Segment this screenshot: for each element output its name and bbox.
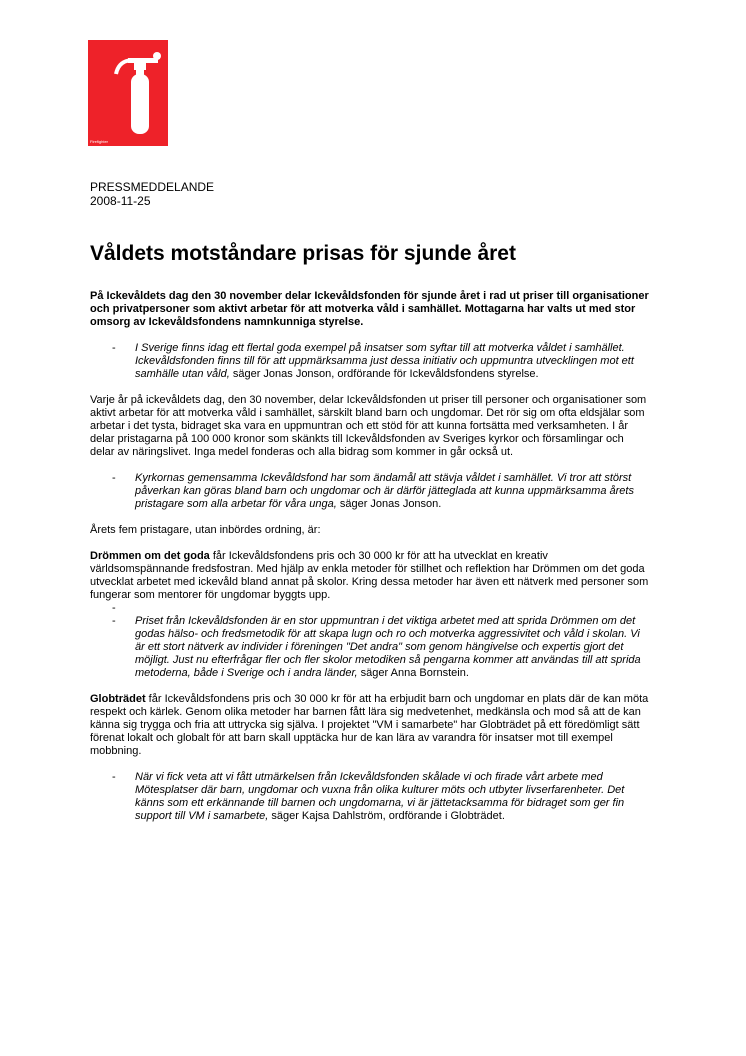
winner-text: får Ickevåldsfondens pris och 30 000 kr för att ha erbjudit barn och ungdomar en plats där de kan möta respekt och kärlek. Genom olika metoder har barnen fått lära sig medvetenhet, medkänsla och mod så att de kan känna sig trygga och fria att uttrycka sig själva. I projektet "VM i samarbete" har Globträdet på ett föredömligt sätt förenat lokalt och globalt för att barn skall upptäcka hur de kan lära av varandra för insatser mot till exempel mobbning. <box>90 693 649 757</box>
winner-name: Globträdet <box>90 693 146 705</box>
quote-block <box>90 472 650 511</box>
firefighter-logo <box>88 40 168 146</box>
article-body <box>90 290 650 836</box>
lead-paragraph: På Ickevåldets dag den 30 november delar Ickevåldsfonden för sjunde året i rad ut priser till organisationer och privatpersoner som aktivt arbetar för att motverka våld i samhället. Mottagarna har valts ut med stor omsorg av Ickevåldsfondens namnkunniga styrelse. <box>90 290 649 328</box>
press-release-date: 2008-11-25 <box>90 194 151 208</box>
quote-attribution: säger Anna Bornstein. <box>357 667 469 679</box>
quote-attribution: säger Kajsa Dahlström, ordförande i Globträdet. <box>268 810 505 822</box>
quote-text: Priset från Ickevåldsfonden är en stor uppmuntran i det viktiga arbetet med att sprida Drömmen om det godas hälso- och fredsmetodik för att skapa lugn och ro och motverka aggressivitet och våld i skolan. Vi är ett stort nätverk av individer i föreningen "Det andra" som genom hängivelse och expertis gjort det möjligt. Just nu efterfrågar fler och fler skolor metodiken så pengarna kommer att användas till att sprida metoderna, både i Sverige och i andra länder, <box>135 615 641 679</box>
press-meta <box>90 180 214 208</box>
winner-paragraph <box>90 693 650 758</box>
body-paragraph: Årets fem pristagare, utan inbördes ordning, är: <box>90 524 321 536</box>
body-paragraph: Varje år på ickevåldets dag, den 30 november, delar Ickevåldsfonden ut priser till personer och organisationer som aktivt arbetar för att motverka våld i samhället, särskilt bland barn och ungdomar. Det rör sig om ofta eldsjälar som arbetar i det tysta, bidraget ska vara en uppmuntran och ett stöd för att kunna fortsätta med verksamheten. I år delar pristagarna på 100 000 kronor som skänkts till Ickevåldsfonden av Sveriges kyrkor och församlingar och delar av näringslivet. Inga medel fonderas och alla bidrag som kommer in går också ut. <box>90 394 647 458</box>
quote-block <box>90 342 650 381</box>
fire-extinguisher-icon <box>88 40 168 146</box>
press-release-label: PRESSMEDDELANDE <box>90 180 215 194</box>
quote-dash: - <box>112 472 116 484</box>
winner-paragraph <box>90 550 650 602</box>
empty-bullet <box>90 602 650 615</box>
quote-attribution: säger Jonas Jonson, ordförande för Ickevåldsfondens styrelse. <box>229 368 539 380</box>
quote-attribution: säger Jonas Jonson. <box>336 498 442 510</box>
quote-dash: - <box>112 602 116 614</box>
quote-text: Kyrkornas gemensamma Ickevåldsfond har som ändamål att stävja våldet i samhället. Vi tror att störst påverkan kan göras bland barn och ungdomar och är därför jätteglada att kunna uppmärksamma årets pristagare som alla arbetar för våra unga, <box>135 472 634 510</box>
quote-block <box>90 771 650 823</box>
winner-text: får Ickevåldsfondens pris och 30 000 kr för att ha utvecklat en kreativ världsomspännande fredsfostran. Med hjälp av enkla metoder för stillhet och reflektion har Drömmen om det goda utvecklat arbetet med ickevåld bland annat på skolor. Kring dessa metoder har även ett nätverk med personer som fungerar som mentorer för ungdomar byggts upp. <box>90 550 649 601</box>
logo-caption: Firefighter <box>90 139 109 144</box>
quote-dash: - <box>112 342 116 354</box>
quote-block <box>90 615 650 680</box>
quote-text: I Sverige finns idag ett flertal goda exempel på insatser som syftar till att motverka våldet i samhället. Ickevåldsfonden finns till för att uppmärksamma just dessa initiativ och uppmuntra utvecklingen mot ett samhälle utan våld, <box>135 342 634 380</box>
page-title: Våldets motståndare prisas för sjunde året <box>90 242 516 265</box>
quote-text: När vi fick veta att vi fått utmärkelsen från Ickevåldsfonden skålade vi och firade vårt arbete med Mötesplatser där barn, ungdomar och vuxna från olika kulturer möts och utbyter livserfarenheter. Det känns som ett erkännande till barnen och ungdomarna, vi är jättetacksamma för bidraget som ger fin support till VM i samarbete, <box>135 771 625 822</box>
winner-name: Drömmen om det goda <box>90 550 210 562</box>
quote-dash: - <box>112 771 116 783</box>
quote-dash: - <box>112 615 116 627</box>
